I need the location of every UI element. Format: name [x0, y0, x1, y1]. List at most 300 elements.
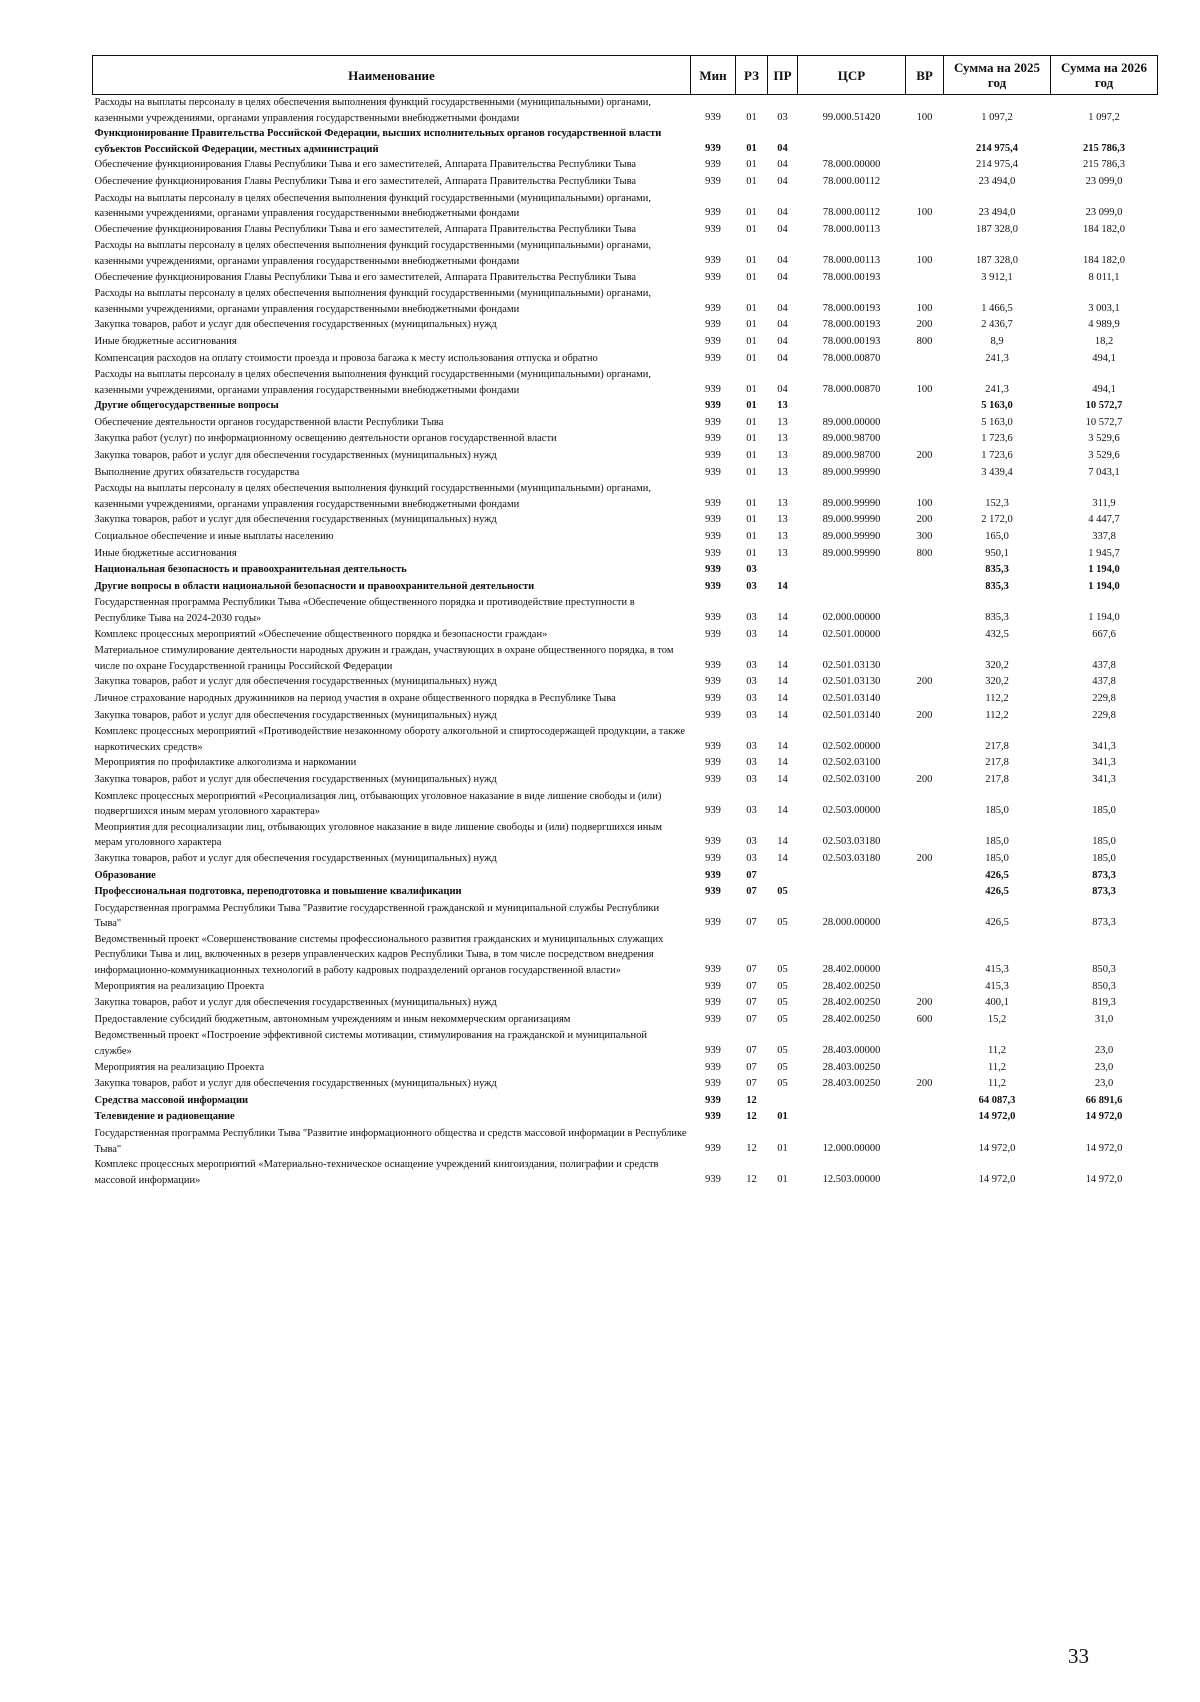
cell-csr: 89.000.99990 [822, 497, 881, 509]
cell-sum-2026: 18,2 [1094, 335, 1114, 347]
cell-pr: 13 [777, 497, 788, 509]
cell-sum-2025: 2 172,0 [981, 514, 1013, 526]
cell-pr: 03 [777, 111, 788, 123]
cell-csr: 28.402.00000 [822, 964, 881, 976]
cell-vr [906, 415, 944, 432]
cell-pr: 05 [777, 997, 788, 1009]
table-row [93, 448, 1158, 465]
cell-name: Предоставление субсидий бюджетным, автономным учреждениям и иным некоммерческим организациям [94, 1013, 571, 1025]
cell-vr: 800 [916, 335, 933, 347]
table-row [93, 465, 1158, 482]
table-row [93, 595, 1158, 626]
table-row [93, 95, 1158, 127]
cell-rz: 01 [746, 352, 757, 364]
cell-pr: 14 [777, 709, 788, 721]
cell-min: 939 [705, 400, 721, 412]
cell-rz: 03 [746, 676, 757, 688]
table-row [93, 367, 1158, 398]
cell-vr: 200 [916, 676, 933, 688]
table-row [93, 1126, 1158, 1157]
cell-csr [798, 562, 906, 579]
cell-sum-2026: 4 447,7 [1088, 514, 1120, 526]
cell-pr: 05 [777, 1013, 788, 1025]
table-row [93, 627, 1158, 644]
cell-csr: 78.000.00112 [822, 207, 881, 219]
cell-pr: 14 [777, 628, 788, 640]
cell-csr: 02.501.03130 [822, 659, 881, 671]
cell-sum-2026: 873,3 [1092, 886, 1116, 898]
table-row [93, 351, 1158, 368]
table-row [93, 1076, 1158, 1093]
table-row [93, 1012, 1158, 1029]
cell-name: Ведомственный проект «Построение эффективной системы мотивации, стимулирования на гражданской и муниципальной службе» [94, 1030, 648, 1058]
cell-vr [906, 465, 944, 482]
cell-vr [906, 222, 944, 239]
cell-sum-2026: 850,3 [1092, 964, 1116, 976]
cell-rz: 07 [746, 917, 757, 929]
cell-csr: 89.000.98700 [822, 450, 881, 462]
cell-min: 939 [705, 497, 721, 509]
cell-rz: 01 [746, 175, 757, 187]
table-row [93, 674, 1158, 691]
cell-min: 939 [705, 271, 721, 283]
cell-sum-2025: 217,8 [985, 740, 1009, 752]
cell-min: 939 [705, 692, 721, 704]
cell-sum-2025: 426,5 [985, 886, 1009, 898]
cell-sum-2026: 337,8 [1092, 531, 1116, 543]
cell-vr: 100 [916, 207, 933, 219]
cell-name: Ведомственный проект «Совершенствование системы профессионального развития гражданских и муниципальных служащих Республики Тыва и лиц, включенных в резерв управленческих кадров Республики Тыва, в том числе посредством внедрения информационно-коммуникационных технологий в работу кадровых подразделений органов государственной власти» [94, 933, 664, 977]
cell-sum-2025: 187 328,0 [976, 223, 1018, 235]
cell-rz: 07 [746, 886, 757, 898]
cell-csr [798, 579, 906, 596]
table-row [93, 431, 1158, 448]
cell-pr: 13 [777, 433, 788, 445]
cell-sum-2026: 23,0 [1094, 1078, 1114, 1090]
cell-vr [906, 562, 944, 579]
cell-sum-2026: 23 099,0 [1085, 175, 1123, 187]
table-row [93, 546, 1158, 563]
cell-vr: 200 [916, 709, 933, 721]
cell-name: Закупка товаров, работ и услуг для обеспечения государственных (муниципальных) нужд [94, 773, 497, 785]
cell-csr: 02.503.00000 [822, 805, 881, 817]
cell-csr: 02.503.03180 [822, 852, 881, 864]
budget-table [92, 55, 1158, 1188]
cell-rz: 01 [746, 254, 757, 266]
table-row [93, 708, 1158, 725]
cell-name: Обеспечение функционирования Главы Республики Тыва и его заместителей, Аппарата Правительства Республики Тыва [94, 175, 637, 187]
cell-rz: 12 [746, 1173, 757, 1185]
cell-csr [798, 126, 906, 157]
header-csr: ЦСР [798, 56, 906, 95]
cell-min: 939 [705, 175, 721, 187]
cell-csr: 02.000.00000 [822, 612, 881, 623]
cell-min: 939 [705, 466, 721, 478]
table-row [93, 772, 1158, 789]
cell-sum-2025: 112,2 [985, 692, 1009, 704]
cell-rz: 01 [746, 450, 757, 462]
table-row [93, 820, 1158, 851]
cell-min: 939 [705, 964, 721, 976]
header-sum-2026: Сумма на 2026 год [1051, 56, 1158, 95]
cell-pr: 14 [777, 659, 788, 671]
cell-min: 939 [705, 757, 721, 769]
cell-min: 939 [705, 450, 721, 462]
cell-name: Закупка товаров, работ и услуг для обеспечения государственных (муниципальных) нужд [94, 997, 497, 1009]
cell-rz: 03 [746, 740, 757, 752]
cell-vr [906, 868, 944, 885]
cell-pr: 14 [777, 692, 788, 704]
cell-csr: 99.000.51420 [822, 111, 881, 123]
cell-pr: 13 [777, 514, 788, 526]
cell-pr: 14 [777, 757, 788, 769]
cell-rz: 03 [746, 852, 757, 864]
cell-name: Государственная программа Республики Тыва «Обеспечение общественного порядка и противодействие преступности в Республике Тыва на 2024-2030 годы» [94, 597, 635, 624]
cell-name: Другие общегосударственные вопросы [94, 400, 279, 412]
cell-sum-2026: 7 043,1 [1088, 466, 1120, 478]
cell-csr: 02.502.00000 [822, 740, 881, 752]
cell-min: 939 [705, 1078, 721, 1090]
header-pr: ПР [768, 56, 798, 95]
cell-name: Социальное обеспечение и иные выплаты населению [94, 531, 334, 543]
cell-sum-2026: 311,9 [1092, 497, 1116, 509]
cell-csr: 89.000.99990 [822, 547, 881, 559]
cell-name: Образование [94, 869, 156, 881]
cell-sum-2026: 873,3 [1092, 869, 1116, 881]
cell-sum-2025: 426,5 [985, 869, 1009, 881]
cell-pr: 05 [777, 1045, 788, 1057]
cell-vr: 200 [916, 1078, 933, 1090]
table-row [93, 995, 1158, 1012]
cell-rz: 01 [746, 547, 757, 559]
cell-min: 939 [705, 580, 721, 592]
cell-sum-2026: 10 572,7 [1085, 400, 1123, 412]
cell-name: Закупка товаров, работ и услуг для обеспечения государственных (муниципальных) нужд [94, 450, 497, 462]
cell-sum-2025: 950,1 [985, 547, 1009, 559]
cell-csr: 78.000.00000 [822, 159, 881, 171]
cell-sum-2026: 1 194,0 [1088, 580, 1120, 592]
cell-rz: 03 [746, 628, 757, 640]
cell-name: Мероприятия по профилактике алкоголизма и наркомании [94, 757, 357, 769]
cell-sum-2026: 3 003,1 [1088, 302, 1120, 314]
cell-pr: 01 [777, 1142, 788, 1154]
cell-sum-2026: 66 891,6 [1085, 1094, 1123, 1106]
cell-sum-2025: 152,3 [985, 497, 1009, 509]
table-row [93, 415, 1158, 432]
cell-min: 939 [705, 836, 721, 848]
cell-sum-2026: 4 989,9 [1088, 319, 1120, 331]
table-row [93, 157, 1158, 174]
cell-sum-2025: 5 163,0 [981, 416, 1013, 428]
cell-min: 939 [705, 335, 721, 347]
cell-sum-2025: 426,5 [985, 917, 1009, 929]
cell-sum-2026: 3 529,6 [1088, 433, 1120, 445]
table-row [93, 724, 1158, 755]
cell-name: Обеспечение функционирования Главы Республики Тыва и его заместителей, Аппарата Правительства Республики Тыва [94, 159, 637, 171]
cell-pr [768, 868, 798, 885]
cell-min: 939 [705, 773, 721, 785]
cell-sum-2025: 1 723,6 [981, 450, 1013, 462]
cell-pr: 13 [777, 450, 788, 462]
cell-min: 939 [705, 740, 721, 752]
cell-pr: 14 [777, 612, 788, 623]
cell-sum-2025: 415,3 [985, 980, 1009, 992]
cell-pr: 14 [777, 852, 788, 864]
cell-rz: 01 [746, 531, 757, 543]
cell-pr: 04 [777, 207, 788, 219]
cell-sum-2026: 437,8 [1092, 659, 1116, 671]
cell-rz: 01 [746, 159, 757, 171]
cell-pr: 04 [777, 319, 788, 331]
cell-min: 939 [705, 1045, 721, 1057]
cell-vr [906, 595, 944, 626]
cell-pr: 04 [777, 383, 788, 395]
cell-csr: 28.403.00250 [822, 1061, 881, 1073]
cell-sum-2025: 3 912,1 [981, 271, 1013, 283]
table-row [93, 317, 1158, 334]
cell-min: 939 [705, 628, 721, 640]
cell-rz: 07 [746, 1045, 757, 1057]
cell-min: 939 [705, 383, 721, 395]
cell-vr [906, 884, 944, 901]
cell-sum-2025: 241,3 [985, 352, 1009, 364]
cell-sum-2026: 819,3 [1092, 997, 1116, 1009]
cell-sum-2025: 415,3 [985, 964, 1009, 976]
cell-name: Расходы на выплаты персоналу в целях обеспечения выполнения функций государственными (муниципальными) органами, казенными учреждениями, органами управления государственными внебюджетными фондами [94, 192, 652, 220]
cell-csr: 28.403.00250 [822, 1078, 881, 1090]
cell-min: 939 [705, 852, 721, 864]
cell-sum-2025: 1 723,6 [981, 433, 1013, 445]
cell-vr: 200 [916, 773, 933, 785]
cell-csr: 89.000.99990 [822, 466, 881, 478]
cell-rz: 01 [746, 466, 757, 478]
cell-csr: 02.501.03140 [822, 692, 881, 704]
cell-vr: 200 [916, 450, 933, 462]
table-row [93, 286, 1158, 317]
cell-sum-2026: 494,1 [1092, 383, 1116, 395]
cell-min: 939 [705, 1094, 721, 1106]
cell-vr [906, 979, 944, 996]
cell-rz: 01 [746, 433, 757, 445]
cell-sum-2025: 5 163,0 [981, 400, 1013, 412]
cell-name: Иные бюджетные ассигнования [94, 547, 237, 559]
cell-csr: 78.000.00113 [822, 254, 881, 266]
cell-sum-2026: 341,3 [1092, 773, 1116, 785]
cell-rz: 07 [746, 980, 757, 992]
table-row [93, 691, 1158, 708]
cell-pr: 04 [777, 271, 788, 283]
cell-min: 939 [705, 1111, 721, 1123]
cell-rz: 03 [746, 580, 757, 592]
table-row [93, 174, 1158, 191]
cell-sum-2026: 31,0 [1094, 1013, 1114, 1025]
header-name: Наименование [93, 56, 691, 95]
table-row [93, 562, 1158, 579]
cell-csr: 78.000.00113 [822, 223, 881, 235]
cell-pr: 13 [777, 416, 788, 428]
cell-vr [906, 789, 944, 820]
cell-min: 939 [705, 547, 721, 559]
cell-sum-2025: 11,2 [988, 1045, 1006, 1057]
cell-name: Расходы на выплаты персоналу в целях обеспечения выполнения функций государственными (муниципальными) органами, казенными учреждениями, органами управления государственными внебюджетными фондами [94, 97, 652, 124]
cell-pr: 13 [777, 466, 788, 478]
cell-csr: 78.000.00193 [822, 302, 881, 314]
table-row [93, 932, 1158, 979]
cell-csr: 12.503.00000 [822, 1173, 881, 1185]
cell-sum-2025: 1 466,5 [981, 302, 1013, 314]
cell-rz: 03 [746, 757, 757, 769]
cell-sum-2026: 8 011,1 [1088, 271, 1120, 283]
table-row [93, 851, 1158, 868]
cell-rz: 07 [746, 1061, 757, 1073]
cell-rz: 03 [746, 805, 757, 817]
cell-rz: 01 [746, 335, 757, 347]
cell-csr: 89.000.00000 [822, 416, 881, 428]
cell-rz: 01 [746, 207, 757, 219]
cell-csr: 28.403.00000 [822, 1045, 881, 1057]
cell-vr: 800 [916, 547, 933, 559]
cell-pr: 04 [777, 175, 788, 187]
cell-vr [906, 932, 944, 979]
cell-csr: 78.000.00112 [822, 175, 881, 187]
cell-sum-2025: 23 494,0 [978, 207, 1016, 219]
cell-sum-2025: 185,0 [985, 805, 1009, 817]
cell-sum-2026: 184 182,0 [1083, 223, 1125, 235]
cell-csr: 02.502.03100 [822, 773, 881, 785]
cell-sum-2026: 1 097,2 [1088, 111, 1120, 123]
cell-vr [906, 755, 944, 772]
cell-sum-2025: 214 975,4 [976, 142, 1018, 154]
cell-rz: 07 [746, 1078, 757, 1090]
table-row [93, 1060, 1158, 1077]
cell-sum-2026: 14 972,0 [1085, 1142, 1123, 1154]
cell-sum-2026: 10 572,7 [1085, 416, 1123, 428]
cell-min: 939 [705, 886, 721, 898]
table-header [93, 56, 1158, 95]
cell-name: Расходы на выплаты персоналу в целях обеспечения выполнения функций государственными (муниципальными) органами, казенными учреждениями, органами управления государственными внебюджетными фондами [94, 369, 652, 396]
cell-sum-2026: 229,8 [1092, 692, 1116, 704]
cell-name: Расходы на выплаты персоналу в целях обеспечения выполнения функций государственными (муниципальными) органами, казенными учреждениями, органами управления государственными внебюджетными фондами [94, 288, 652, 315]
cell-pr: 14 [777, 676, 788, 688]
budget-table-sheet [92, 55, 1157, 1188]
cell-sum-2025: 3 439,4 [981, 466, 1013, 478]
table-row [93, 1109, 1158, 1126]
cell-name: Комплекс процессных мероприятий «Противодействие незаконному обороту алкогольной и спиртосодержащей продукции, а также наркотических средств» [94, 726, 686, 753]
cell-min: 939 [705, 709, 721, 721]
cell-min: 939 [705, 1013, 721, 1025]
cell-csr: 78.000.00193 [822, 335, 881, 347]
cell-rz: 01 [746, 142, 757, 154]
cell-csr [798, 884, 906, 901]
cell-csr: 02.503.03180 [822, 836, 881, 848]
cell-sum-2026: 873,3 [1092, 917, 1116, 929]
table-row [93, 126, 1158, 157]
cell-vr [906, 1109, 944, 1126]
cell-pr: 14 [777, 580, 788, 592]
cell-sum-2025: 14 972,0 [978, 1173, 1016, 1185]
cell-sum-2025: 400,1 [985, 997, 1009, 1009]
cell-name: Закупка товаров, работ и услуг для обеспечения государственных (муниципальных) нужд [94, 319, 497, 331]
cell-name: Обеспечение функционирования Главы Республики Тыва и его заместителей, Аппарата Правительства Республики Тыва [94, 271, 637, 283]
cell-csr: 02.501.03140 [822, 709, 881, 721]
cell-sum-2025: 1 097,2 [981, 111, 1013, 123]
cell-pr: 01 [777, 1111, 788, 1123]
cell-name: Государственная программа Республики Тыва "Развитие государственной гражданской и муниципальной службы Республики Тыва" [94, 902, 660, 930]
cell-pr [768, 562, 798, 579]
cell-name: Закупка товаров, работ и услуг для обеспечения государственных (муниципальных) нужд [94, 709, 497, 721]
cell-min: 939 [705, 433, 721, 445]
cell-pr: 04 [777, 159, 788, 171]
cell-csr [798, 1109, 906, 1126]
table-row [93, 789, 1158, 820]
cell-rz: 03 [746, 612, 757, 623]
cell-csr: 89.000.98700 [822, 433, 881, 445]
cell-sum-2025: 14 972,0 [978, 1111, 1016, 1123]
cell-pr [768, 1093, 798, 1110]
cell-vr [906, 398, 944, 415]
table-row [93, 481, 1158, 512]
cell-csr: 28.000.00000 [822, 917, 881, 929]
cell-pr: 05 [777, 917, 788, 929]
cell-vr: 100 [916, 383, 933, 395]
cell-min: 939 [705, 159, 721, 171]
cell-name: Комплекс процессных мероприятий «Материально-техническое оснащение учреждений книгоиздания, полиграфии и средств массовой информации» [94, 1159, 659, 1186]
cell-name: Национальная безопасность и правоохранительная деятельность [94, 564, 407, 576]
cell-vr [906, 643, 944, 674]
cell-vr: 100 [916, 111, 933, 123]
page-number: 33 [1068, 1644, 1089, 1668]
cell-csr: 28.402.00250 [822, 980, 881, 992]
cell-sum-2026: 23 099,0 [1085, 207, 1123, 219]
cell-min: 939 [705, 352, 721, 364]
cell-sum-2026: 850,3 [1092, 980, 1116, 992]
cell-name: Меоприятия для ресоциализации лиц, отбывающих уголовное наказание в виде лишение свободы и (или) подвергшихся иным мерам уголовного характера [94, 821, 663, 849]
cell-pr: 05 [777, 980, 788, 992]
cell-sum-2025: 187 328,0 [976, 254, 1018, 266]
cell-name: Закупка товаров, работ и услуг для обеспечения государственных (муниципальных) нужд [94, 676, 497, 688]
cell-min: 939 [705, 416, 721, 428]
cell-rz: 01 [746, 319, 757, 331]
table-row [93, 901, 1158, 932]
cell-min: 939 [705, 254, 721, 266]
table-row [93, 1157, 1158, 1188]
table-row [93, 884, 1158, 901]
table-row [93, 579, 1158, 596]
cell-csr: 02.501.03130 [822, 676, 881, 688]
cell-csr [798, 398, 906, 415]
cell-name: Функционирование Правительства Российской Федерации, высших исполнительных органов государственной власти субъектов Российской Федерации, местных администраций [94, 128, 662, 155]
cell-rz: 07 [746, 1013, 757, 1025]
table-row [93, 222, 1158, 239]
cell-min: 939 [705, 980, 721, 992]
cell-vr: 100 [916, 497, 933, 509]
cell-rz: 03 [746, 659, 757, 671]
cell-vr [906, 724, 944, 755]
cell-name: Закупка товаров, работ и услуг для обеспечения государственных (муниципальных) нужд [94, 852, 497, 864]
cell-rz: 03 [746, 692, 757, 704]
cell-name: Закупка работ (услуг) по информационному освещению деятельности органов государственной власти [94, 433, 557, 445]
cell-sum-2025: 23 494,0 [978, 175, 1016, 187]
cell-sum-2026: 184 182,0 [1083, 254, 1125, 266]
header-rz: РЗ [736, 56, 768, 95]
cell-vr [906, 1060, 944, 1077]
cell-min: 939 [705, 111, 721, 123]
cell-name: Средства массовой информации [94, 1094, 249, 1106]
table-row [93, 529, 1158, 546]
cell-rz: 07 [746, 869, 757, 881]
cell-sum-2025: 112,2 [985, 709, 1009, 721]
cell-vr [906, 1157, 944, 1188]
